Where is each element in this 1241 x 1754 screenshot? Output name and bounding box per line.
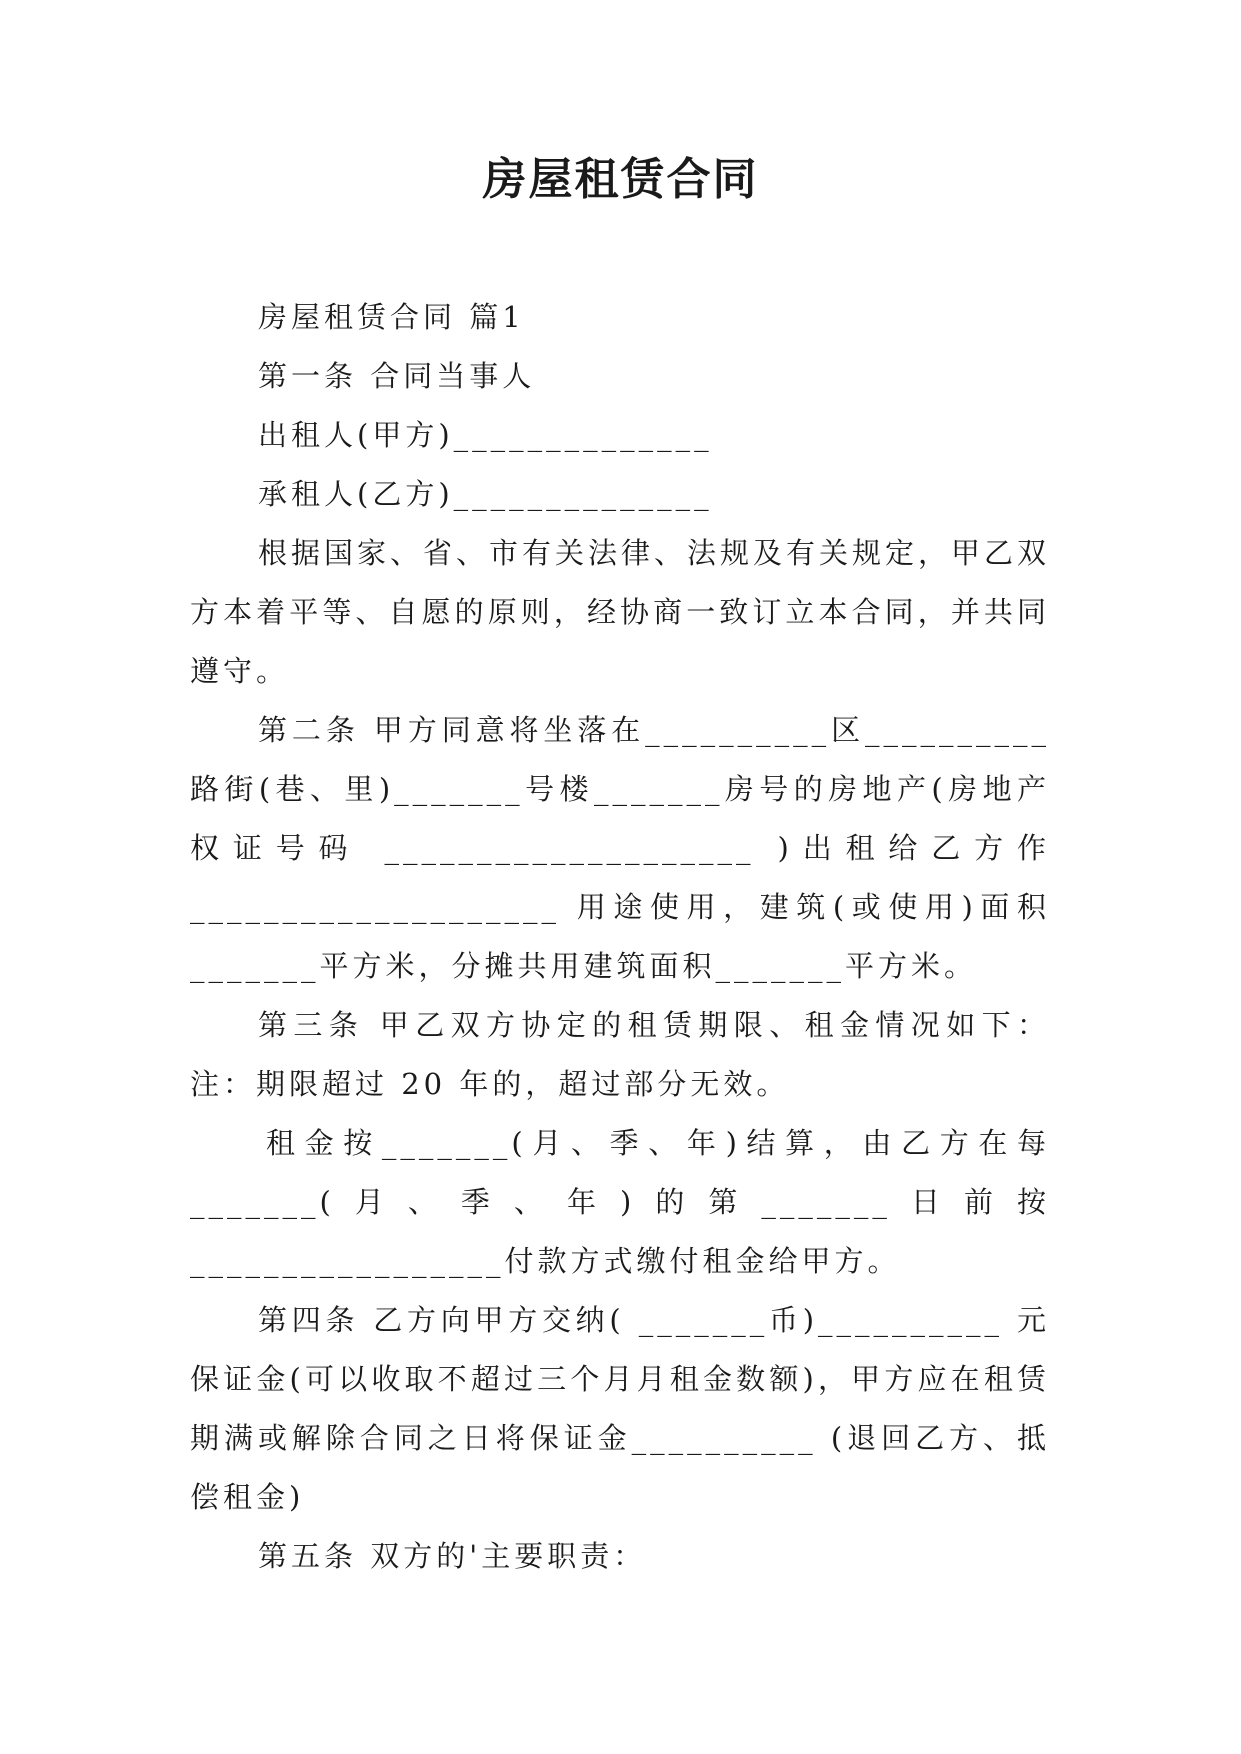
section-heading: 房屋租赁合同 篇1 [258, 300, 525, 334]
article-3-paragraph: 第三条 甲乙双方协定的租赁期限、租金情况如下：注：期限超过 20 年的，超过部分无效。 [190, 1008, 1050, 1101]
preamble-paragraph: 根据国家、省、市有关法律、法规及有关规定，甲乙双方本着平等、自愿的原则，经协商一致订立本合同，并共同遵守。 [190, 536, 1051, 688]
article-1-heading: 第一条 合同当事人 [258, 359, 536, 393]
article-5-heading: 第五条 双方的'主要职责： [258, 1539, 647, 1573]
article-4-paragraph: 第四条 乙方向甲方交纳( _______币)__________ 元保证金(可以收取不超过三个月月租金数额)，甲方应在租赁期满或解除合同之日将保证金__________ (退回乙方、抵偿租金) [190, 1303, 1050, 1514]
rent-payment-paragraph: 租金按_______(月、季、年)结算，由乙方在每_______(月、季、年)的第_______日前按_________________付款方式缴付租金给甲方。 [190, 1126, 1050, 1278]
article-2-paragraph: 第二条 甲方同意将坐落在__________区__________ 路街(巷、里)_______号楼_______房号的房地产(房地产权证号码 ____________________ )出租给乙方作____________________ 用途使用，建筑(或使用)面积_______平方米，分摊共用建筑面积_______平方米。 [190, 713, 1050, 983]
lessee-field: 承租人(乙方)______________ [258, 477, 713, 511]
document-title: 房屋租赁合同 [482, 154, 759, 205]
document-body [190, 288, 1050, 1586]
lessor-field: 出租人(甲方)______________ [258, 418, 713, 452]
